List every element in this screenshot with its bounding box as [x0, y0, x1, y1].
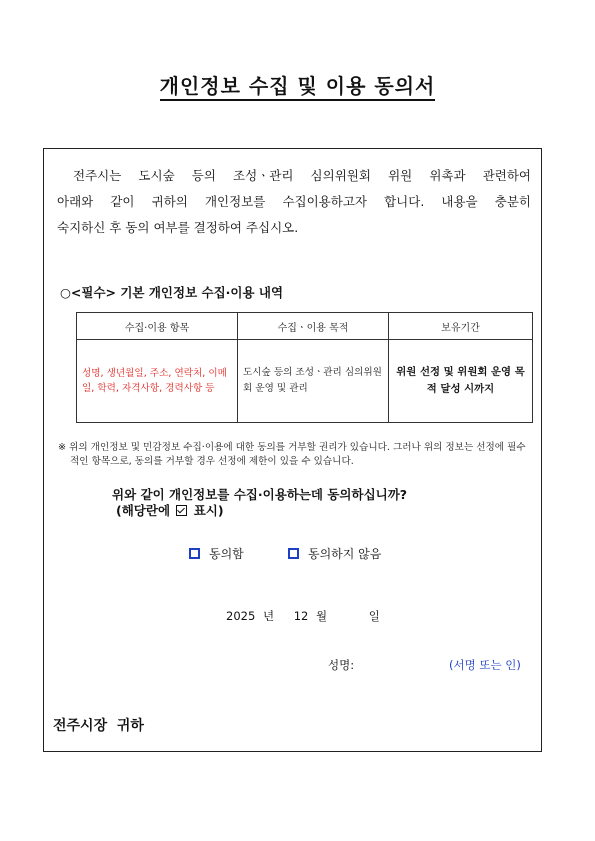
question-line-1: 위와 같이 개인정보를 수집·이용하는데 동의하십니까? [112, 487, 408, 502]
intro-line-1: 전주시는 도시숲 등의 조성ㆍ관리 심의위원회 위원 위촉과 관련하여 [73, 168, 531, 183]
signature-label: 성명: [328, 658, 355, 672]
document-title-text: 개인정보 수집 및 이용 동의서 [160, 74, 436, 101]
disagree-checkbox[interactable] [288, 548, 299, 559]
date-month: 12 [293, 609, 309, 623]
disagree-label: 동의하지 않음 [308, 547, 382, 561]
intro-line-2: 아래와 같이 귀하의 개인정보를 수집이용하고자 합니다. 내용을 충분히 [57, 194, 531, 209]
date-month-unit: 월 [316, 609, 328, 623]
rights-notice: ※ 위의 개인정보 및 민감정보 수집·이용에 대한 동의를 거부할 권리가 있습니다. 그러나 위의 정보는 선정에 필수적인 항목으로, 동의를 거부할 경우 선정에 제한이 있을 수 있습니다. [58, 442, 526, 467]
document-title [0, 70, 595, 99]
date-line [226, 608, 380, 624]
date-year: 2025 [226, 609, 256, 623]
checked-box-icon [176, 505, 187, 516]
cell-retention: 위원 선정 및 위원회 운영 목적 달성 시까지 [389, 340, 533, 423]
agree-label: 동의함 [209, 547, 244, 561]
question-line-2 [112, 503, 407, 519]
question-line-2-prefix: (해당란에 [116, 503, 171, 518]
date-year-unit: 년 [262, 609, 275, 623]
consent-form-frame [43, 148, 542, 752]
table-header-row [77, 313, 533, 340]
table-row [77, 340, 533, 423]
intro-line-3: 숙지하신 후 동의 여부를 결정하여 주십시오. [57, 220, 299, 235]
cell-items: 성명, 생년월일, 주소, 연락처, 이메일, 학력, 자격사항, 경력사항 등 [77, 340, 238, 423]
table-header-retention: 보유기간 [389, 313, 533, 340]
collection-table [76, 312, 533, 423]
signature-hint: (서명 또는 인) [449, 658, 521, 672]
disagree-option[interactable] [288, 545, 381, 562]
section-heading: ○<필수> 기본 개인정보 수집·이용 내역 [60, 285, 284, 300]
recipient-line: 전주시장 귀하 [53, 718, 144, 734]
cell-purpose: 도시숲 등의 조성ㆍ관리 심의위원회 운영 및 관리 [238, 340, 389, 423]
date-day-unit: 일 [368, 609, 380, 623]
agree-checkbox[interactable] [189, 548, 200, 559]
table-header-items: 수집·이용 항목 [77, 313, 238, 340]
consent-question [112, 487, 407, 519]
intro-paragraph [57, 163, 531, 241]
agree-option[interactable] [189, 545, 244, 562]
question-line-2-suffix: 표시) [193, 503, 224, 518]
table-header-purpose: 수집ㆍ이용 목적 [238, 313, 389, 340]
